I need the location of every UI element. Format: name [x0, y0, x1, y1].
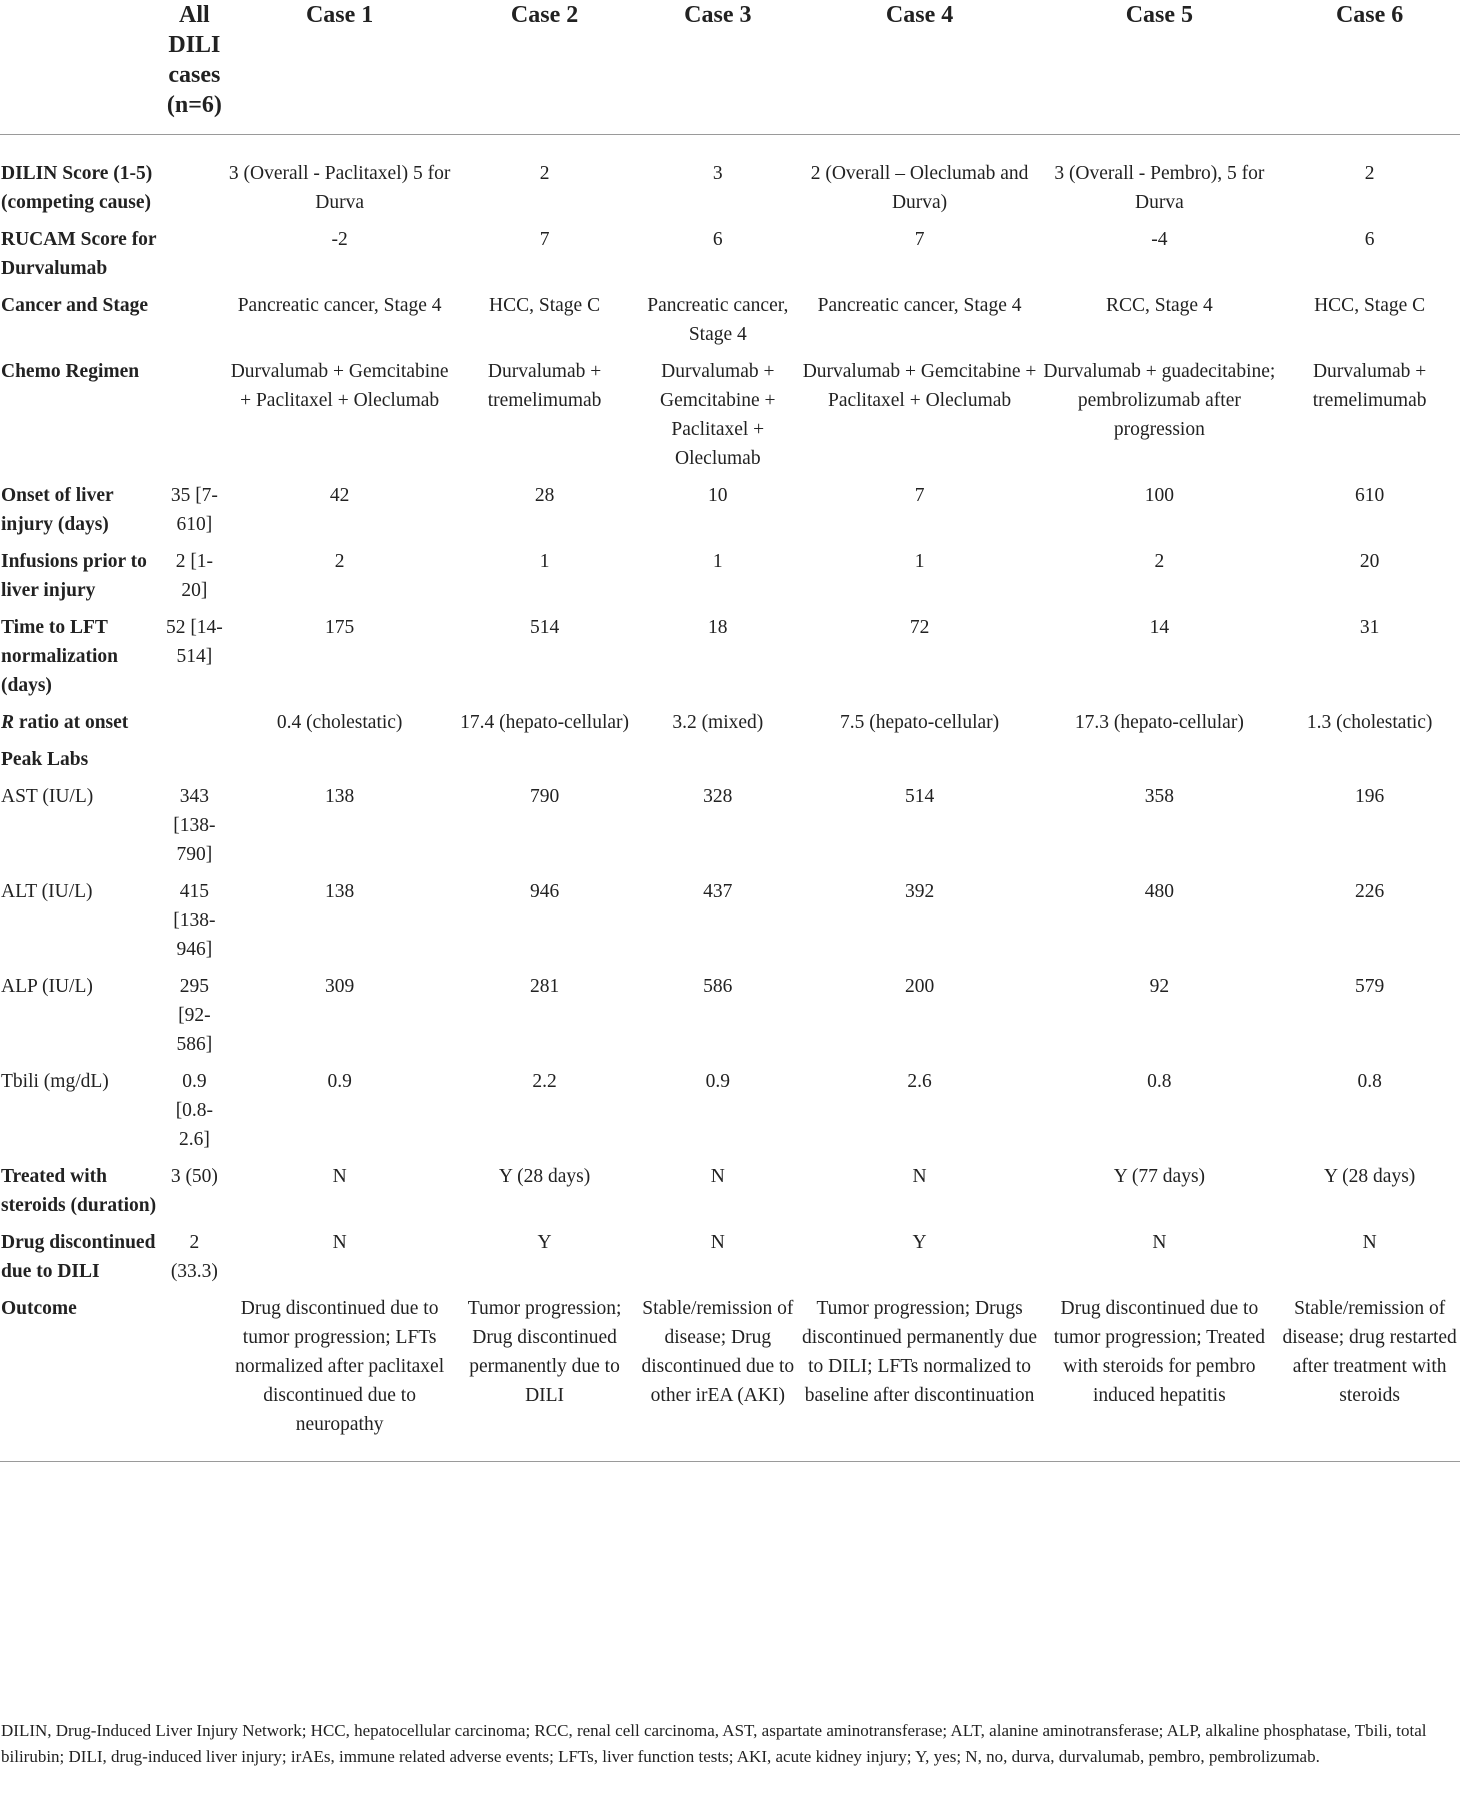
case-6-cell: 1.3 (cholestatic)	[1306, 712, 1433, 733]
case-6-cell: 20	[1359, 551, 1380, 572]
table-row	[0, 1294, 1460, 1462]
case-4-cell: 2 (Overall – Oleclumab and Durva)	[810, 163, 1029, 213]
case-6-cell: Durvalumab + tremelimumab	[1312, 361, 1427, 411]
case-1-cell: 3 (Overall - Paclitaxel) 5 for Durva	[228, 163, 451, 213]
row-label: Peak Labs	[1, 749, 89, 770]
case-4-cell: Durvalumab + Gemcitabine + Paclitaxel + Oleclumab	[802, 361, 1037, 411]
case-5-cell: 3 (Overall - Pembro), 5 for Durva	[1054, 163, 1265, 213]
case-6-cell: N	[1362, 1232, 1377, 1253]
case-3-cell: 586	[703, 976, 733, 997]
row-label: Tbili (mg/dL)	[1, 1071, 109, 1092]
case-1-cell: N	[332, 1232, 347, 1253]
case-1-cell: 2	[334, 551, 345, 572]
case-1-cell: 309	[325, 976, 355, 997]
case-4-cell: 2.6	[907, 1071, 932, 1092]
case-6-cell: Stable/remission of disease; drug restarted after treatment with steroids	[1279, 1294, 1460, 1462]
all-cases-cell: 35 [7-610]	[170, 485, 218, 535]
table-row	[0, 782, 1460, 877]
case-3-cell: 437	[703, 881, 733, 902]
table-row	[0, 708, 1460, 745]
row-label: Infusions prior to liver injury	[1, 551, 147, 601]
case-4-cell: 514	[904, 786, 935, 807]
case-3-cell: 10	[708, 485, 728, 506]
case-1-cell: -2	[331, 229, 348, 250]
case-5-cell: -4	[1151, 229, 1168, 250]
row-label: ALP (IU/L)	[1, 976, 93, 997]
case-6-cell	[1279, 745, 1460, 782]
case-3-cell: Durvalumab + Gemcitabine + Paclitaxel + Oleclumab	[660, 361, 776, 469]
case-6-cell: HCC, Stage C	[1314, 295, 1426, 316]
case-6-cell: 196	[1355, 786, 1385, 807]
case-2-cell: HCC, Stage C	[489, 295, 601, 316]
case-3-cell: 3	[712, 163, 723, 184]
case-4-cell: 7	[914, 229, 925, 250]
all-cases-cell: 2 (33.3)	[170, 1232, 218, 1282]
case-6-cell: 31	[1359, 617, 1380, 638]
table-row	[0, 357, 1460, 481]
case-4-cell: 392	[904, 881, 935, 902]
case-4-cell: 200	[904, 976, 935, 997]
all-cases-cell: 295 [92-586]	[176, 976, 213, 1055]
header-case-5: Case 5	[1039, 0, 1279, 135]
row-label: Outcome	[0, 1294, 163, 1462]
case-1-cell: Drug discontinued due to tumor progression; LFTs normalized after paclitaxel discontinued due to neuropathy	[226, 1294, 453, 1462]
table-row	[0, 291, 1460, 357]
all-cases-cell: 0.9 [0.8-2.6]	[175, 1071, 214, 1150]
case-1-cell: Pancreatic cancer, Stage 4	[237, 295, 442, 316]
case-3-cell: 3.2 (mixed)	[672, 712, 764, 733]
case-1-cell: 138	[325, 786, 355, 807]
case-1-cell: 42	[329, 485, 350, 506]
table-body	[0, 135, 1460, 1462]
case-1-cell: 175	[325, 617, 355, 638]
row-label: Chemo Regimen	[1, 361, 140, 382]
row-label	[0, 708, 163, 745]
case-2-cell: Durvalumab + tremelimumab	[487, 361, 602, 411]
row-label: RUCAM Score for Durvalumab	[1, 229, 157, 279]
header-case-1: Case 1	[226, 0, 453, 135]
row-label-text: ratio at onset	[14, 712, 129, 733]
case-6-cell: 610	[1355, 485, 1385, 506]
case-5-cell: 14	[1149, 617, 1170, 638]
case-2-cell: 7	[539, 229, 550, 250]
all-cases-cell: 415 [138-946]	[173, 881, 216, 960]
all-cases-cell: 2 [1-20]	[175, 551, 214, 601]
header-row	[0, 0, 1460, 135]
table-row	[0, 613, 1460, 708]
case-5-cell: RCC, Stage 4	[1106, 295, 1213, 316]
header-case-3: Case 3	[636, 0, 800, 135]
case-1-cell: 0.9	[327, 1071, 352, 1092]
case-4-cell: 7	[914, 485, 925, 506]
case-5-cell: 358	[1144, 786, 1174, 807]
case-6-cell: 2	[1364, 163, 1375, 184]
all-cases-cell	[163, 225, 226, 291]
case-5-cell: 17.3 (hepato-cellular)	[1074, 712, 1244, 733]
table-row	[0, 877, 1460, 972]
case-4-cell: Tumor progression; Drugs discontinued permanently due to DILI; LFTs normalized to baseline after discontinuation	[800, 1294, 1040, 1462]
case-2-cell: 790	[529, 786, 560, 807]
all-cases-cell	[163, 708, 226, 745]
table-row	[0, 135, 1460, 226]
case-5-cell: N	[1152, 1232, 1167, 1253]
case-1-cell: N	[332, 1166, 347, 1187]
case-4-cell: Y	[912, 1232, 927, 1253]
case-2-cell: 281	[529, 976, 560, 997]
case-1-cell: 138	[325, 881, 355, 902]
case-2-cell	[453, 745, 636, 782]
table-row	[0, 547, 1460, 613]
header-all-cases: All DILI cases (n=6)	[163, 0, 226, 135]
case-2-cell: 514	[529, 617, 560, 638]
case-1-cell	[226, 745, 453, 782]
case-2-cell: Y (28 days)	[498, 1166, 591, 1187]
case-3-cell: 0.9	[705, 1071, 730, 1092]
table-row	[0, 745, 1460, 782]
header-case-2: Case 2	[453, 0, 636, 135]
case-3-cell: N	[710, 1166, 725, 1187]
case-3-cell: 6	[712, 229, 723, 250]
table-header	[0, 0, 1460, 135]
case-3-cell: 328	[703, 786, 733, 807]
row-label: ALT (IU/L)	[1, 881, 93, 902]
case-5-cell: 480	[1144, 881, 1174, 902]
row-label-italic: R	[1, 712, 15, 733]
case-1-cell: 0.4 (cholestatic)	[276, 712, 403, 733]
row-label: Drug discontinued due to DILI	[1, 1232, 156, 1282]
case-3-cell	[636, 745, 800, 782]
case-4-cell: 7.5 (hepato-cellular)	[839, 712, 1000, 733]
row-label: AST (IU/L)	[1, 786, 94, 807]
all-cases-cell	[163, 1294, 226, 1462]
all-cases-cell: 3 (50)	[170, 1166, 218, 1187]
table-row	[0, 481, 1460, 547]
case-6-cell: 6	[1364, 229, 1375, 250]
case-6-cell: 226	[1355, 881, 1385, 902]
case-4-cell	[800, 745, 1040, 782]
case-2-cell: 2.2	[532, 1071, 557, 1092]
case-4-cell: 1	[914, 551, 925, 572]
case-6-cell: Y (28 days)	[1323, 1166, 1416, 1187]
case-3-cell: Stable/remission of disease; Drug discontinued due to other irEA (AKI)	[636, 1294, 800, 1462]
header-blank	[0, 0, 163, 135]
case-3-cell: N	[710, 1232, 725, 1253]
case-5-cell	[1039, 745, 1279, 782]
case-3-cell: 1	[712, 551, 723, 572]
case-5-cell: 2	[1154, 551, 1165, 572]
table-row	[0, 1162, 1460, 1228]
table-row	[0, 225, 1460, 291]
all-cases-cell	[163, 745, 226, 782]
row-label: Treated with steroids (duration)	[1, 1166, 157, 1216]
table-row	[0, 972, 1460, 1067]
case-4-cell: 72	[909, 617, 930, 638]
header-case-4: Case 4	[800, 0, 1040, 135]
case-3-cell: 18	[708, 617, 728, 638]
case-4-cell: Pancreatic cancer, Stage 4	[817, 295, 1022, 316]
all-cases-cell	[163, 291, 226, 357]
case-6-cell: 579	[1355, 976, 1385, 997]
case-4-cell: N	[912, 1166, 927, 1187]
case-2-cell: 17.4 (hepato-cellular)	[460, 712, 630, 733]
case-1-cell: Durvalumab + Gemcitabine + Paclitaxel + Oleclumab	[230, 361, 449, 411]
header-case-6: Case 6	[1279, 0, 1460, 135]
table-footnote: DILIN, Drug-Induced Liver Injury Network; HCC, hepatocellular carcinoma; RCC, renal cell carcinoma, AST, aspartate aminotransferase; ALT, alanine aminotransferase; ALP, alkaline phosphatase, Tbili, total bilirubin; DILI, drug-induced liver injury; irAEs, immune related adverse events; LFTs, liver function tests; AKI, acute kidney injury; Y, yes; N, no, durva, durvalumab, pembro, pembrolizumab.	[1, 1721, 1427, 1766]
case-5-cell: 100	[1144, 485, 1174, 506]
case-2-cell: Tumor progression; Drug discontinued permanently due to DILI	[453, 1294, 636, 1462]
case-6-cell: 0.8	[1357, 1071, 1382, 1092]
all-cases-cell: 343 [138-790]	[173, 786, 216, 865]
case-2-cell: 2	[539, 163, 550, 184]
case-2-cell: Y	[537, 1232, 552, 1253]
row-label: Cancer and Stage	[1, 295, 148, 316]
case-3-cell: Pancreatic cancer, Stage 4	[647, 295, 789, 345]
case-5-cell: Y (77 days)	[1113, 1166, 1206, 1187]
table-row	[0, 1067, 1460, 1162]
row-label: Time to LFT normalization (days)	[1, 617, 118, 696]
case-2-cell: 946	[529, 881, 560, 902]
table-row	[0, 1228, 1460, 1294]
case-5-cell: Durvalumab + guadecitabine; pembrolizumab after progression	[1043, 361, 1276, 440]
all-cases-cell: 52 [14-514]	[165, 617, 223, 667]
case-5-cell: 92	[1149, 976, 1170, 997]
row-label: Onset of liver injury (days)	[1, 485, 114, 535]
case-5-cell: 0.8	[1147, 1071, 1172, 1092]
case-2-cell: 28	[534, 485, 555, 506]
case-5-cell: Drug discontinued due to tumor progression; Treated with steroids for pembro induced hepatitis	[1039, 1294, 1279, 1462]
all-cases-cell	[163, 135, 226, 226]
all-cases-cell	[163, 357, 226, 481]
case-2-cell: 1	[539, 551, 550, 572]
row-label: DILIN Score (1-5) (competing cause)	[1, 163, 153, 213]
